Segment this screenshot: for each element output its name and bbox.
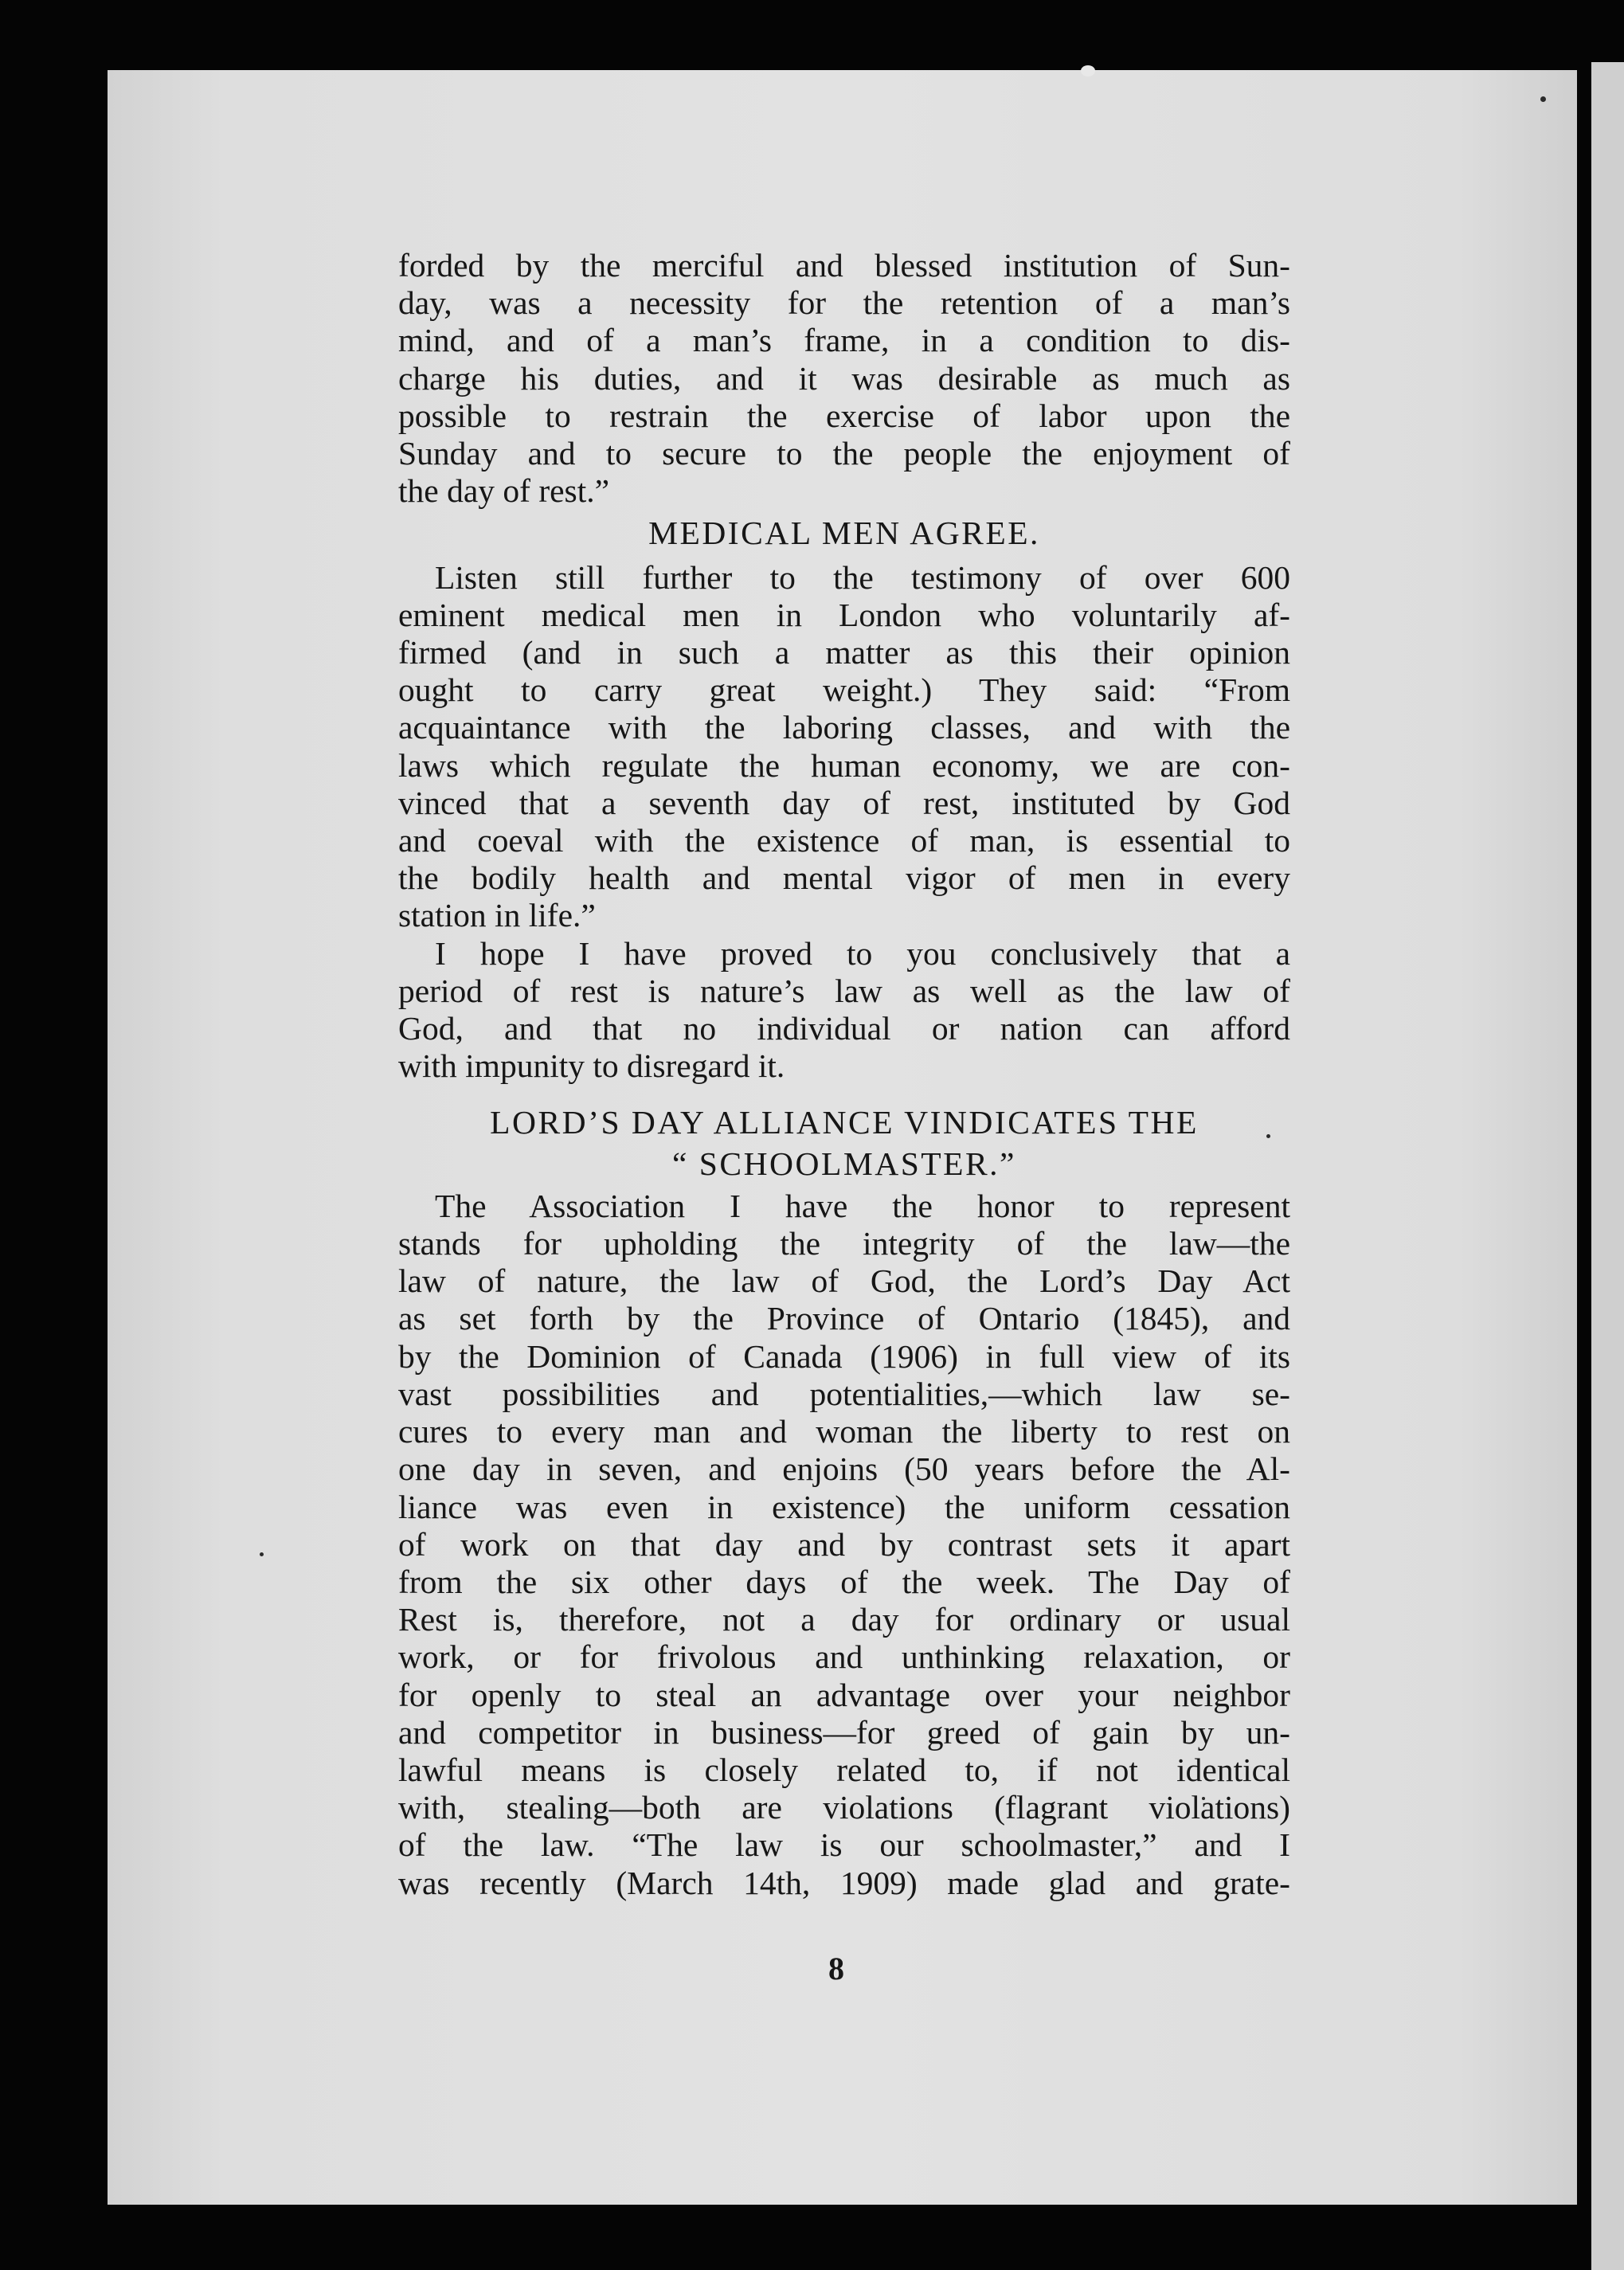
text-line: with impunity to disregard it. [398, 1047, 785, 1085]
text-line: charge his duties, and it was desirable as much as [398, 359, 1290, 397]
text-line: day, was a necessity for the retention of a man’s [398, 284, 1290, 322]
text-line: I hope I have proved to you conclusively that a [435, 934, 1290, 972]
text-line: stands for upholding the integrity of the law—the [398, 1225, 1290, 1262]
text-line: forded by the merciful and blessed institution of Sun- [398, 247, 1290, 284]
text-line: and coeval with the existence of man, is essential to [398, 822, 1290, 859]
text-line: ought to carry great weight.) They said: “From [398, 671, 1290, 709]
text-line: eminent medical men in London who voluntarily af- [398, 596, 1290, 633]
text-line: cures to every man and woman the liberty to rest on [398, 1413, 1290, 1450]
text-line: of work on that day and by contrast sets it apart [398, 1525, 1290, 1563]
text-line: mind, and of a man’s frame, in a condition to dis- [398, 322, 1290, 359]
text-line: vinced that a seventh day of rest, instituted by God [398, 784, 1290, 821]
text-line: one day in seven, and enjoins (50 years before the Al- [398, 1450, 1290, 1488]
text-line: acquaintance with the laboring classes, and with the [398, 709, 1290, 746]
text-line: work, or for frivolous and unthinking relaxation, or [398, 1638, 1290, 1676]
section-heading-lords-day-alliance: LORD’S DAY ALLIANCE VINDICATES THE [490, 1104, 1199, 1141]
section-heading-schoolmaster: “ SCHOOLMASTER.” [672, 1145, 1016, 1182]
text-line: Sunday and to secure to the people the enjoyment of [398, 435, 1290, 472]
section-heading-medical-men: MEDICAL MEN AGREE. [648, 515, 1040, 552]
text-line: the day of rest.” [398, 472, 610, 510]
text-line: firmed (and in such a matter as this their opinion [398, 634, 1290, 671]
text-line: station in life.” [398, 897, 596, 934]
text-line: the bodily health and mental vigor of men in every [398, 859, 1290, 897]
paragraph-continuation [398, 247, 1290, 510]
text-line: lawful means is closely related to, if not identical [398, 1751, 1290, 1788]
text-line: The Association I have the honor to represent [435, 1187, 1290, 1224]
text-line: God, and that no individual or nation can afford [398, 1010, 1290, 1047]
scan-speck [260, 1552, 264, 1556]
text-line: by the Dominion of Canada (1906) in full view of its [398, 1337, 1290, 1375]
text-line: from the six other days of the week. The Day of [398, 1563, 1290, 1600]
text-line: for openly to steal an advantage over your neighbor [398, 1676, 1290, 1713]
paragraph-association [398, 1188, 1290, 1902]
text-line: laws which regulate the human economy, we are con- [398, 746, 1290, 784]
scan-speck [1081, 65, 1095, 76]
paragraph-medical-testimony [398, 559, 1290, 935]
next-page-edge [1591, 62, 1624, 2270]
scan-speck [1540, 96, 1546, 102]
text-line: and competitor in business—for greed of gain by un- [398, 1713, 1290, 1751]
text-line: was recently (March 14th, 1909) made glad and grate- [398, 1864, 1290, 1901]
text-line: possible to restrain the exercise of labor upon the [398, 397, 1290, 434]
text-line: Rest is, therefore, not a day for ordinary or usual [398, 1601, 1290, 1638]
text-line: Listen still further to the testimony of over 600 [435, 558, 1290, 596]
paragraph-conclusion [398, 935, 1290, 1086]
text-line: period of rest is nature’s law as well as the law of [398, 972, 1290, 1009]
text-line: liance was even in existence) the uniform cessation [398, 1488, 1290, 1525]
text-line: law of nature, the law of God, the Lord’s Day Act [398, 1262, 1290, 1300]
text-line: vast possibilities and potentialities,—which law se- [398, 1375, 1290, 1412]
text-line: with, stealing—both are violations (flagrant violations) [398, 1789, 1290, 1826]
text-line: as set forth by the Province of Ontario (1845), and [398, 1300, 1290, 1337]
page-body-text [398, 247, 1290, 1902]
page-number: 8 [828, 1951, 844, 1986]
text-line: of the law. “The law is our schoolmaster,” and I [398, 1826, 1290, 1864]
